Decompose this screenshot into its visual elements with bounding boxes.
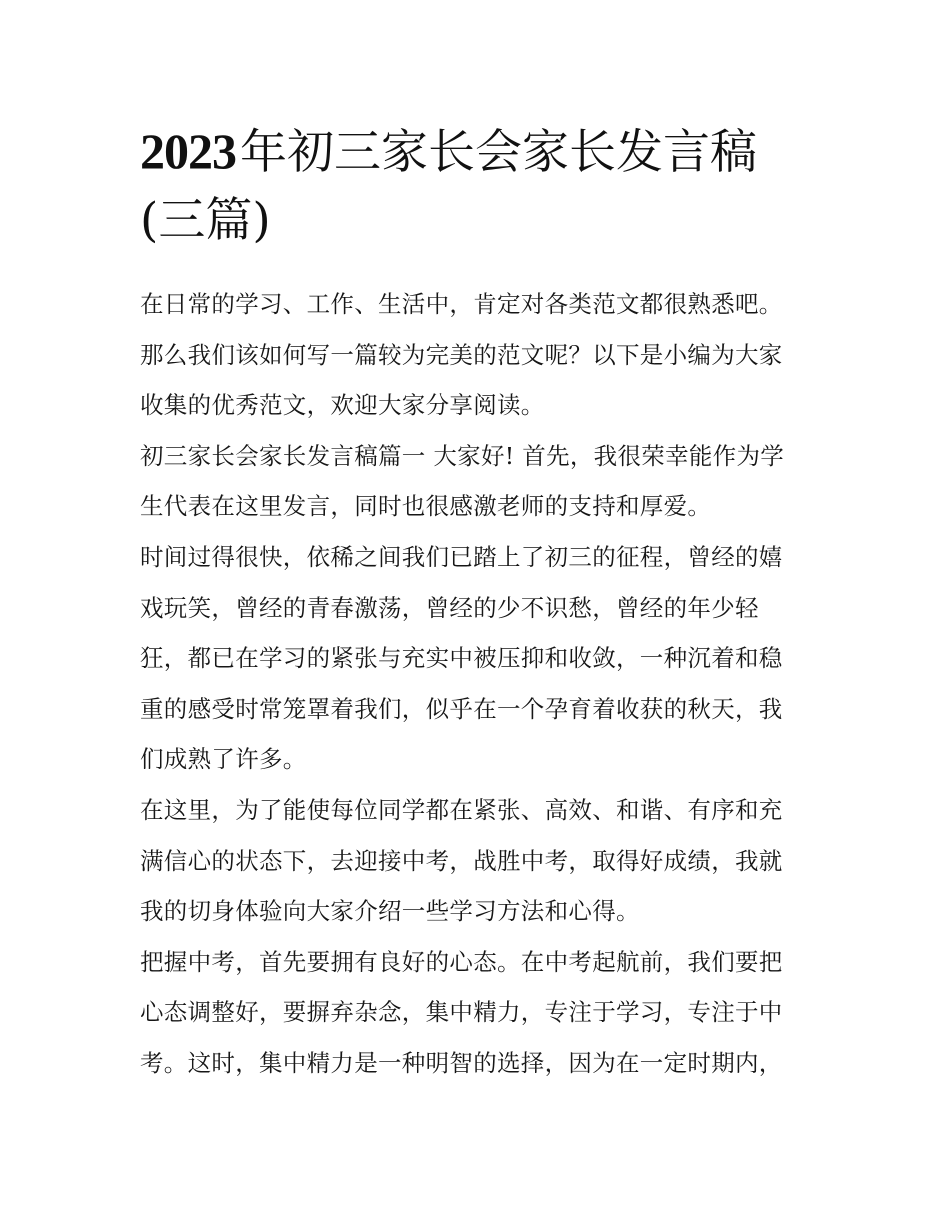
text-line: 我的切身体验向大家介绍一些学习方法和心得。 bbox=[140, 897, 640, 926]
paragraph-purpose bbox=[140, 785, 830, 937]
text-line: 在这里，为了能使每位同学都在紧张、高效、和谐、有序和充 bbox=[140, 795, 783, 824]
text-line: 心态调整好，要摒弃杂念，集中精力，专注于学习，专注于中 bbox=[140, 998, 783, 1027]
document-body bbox=[140, 279, 830, 1089]
text-line: 生代表在这里发言，同时也很感激老师的支持和厚爱。 bbox=[140, 492, 712, 521]
title-line-1 bbox=[140, 118, 820, 188]
document-title bbox=[140, 118, 820, 258]
text-line: 戏玩笑，曾经的青春激荡，曾经的少不识愁，曾经的年少轻 bbox=[140, 593, 759, 622]
text-line: 重的感受时常笼罩着我们，似乎在一个孕育着收获的秋天，我 bbox=[140, 694, 783, 723]
paragraph-time-passes bbox=[140, 532, 830, 785]
text-line: 那么我们该如何写一篇较为完美的范文呢？以下是小编为大家 bbox=[140, 340, 783, 369]
text-line: 把握中考，首先要拥有良好的心态。在中考起航前，我们要把 bbox=[140, 947, 783, 976]
text-line: 考。这时，集中精力是一种明智的选择，因为在一定时期内， bbox=[140, 1048, 783, 1077]
text-line: 狂，都已在学习的紧张与充实中被压抑和收敛，一种沉着和稳 bbox=[140, 644, 783, 673]
paragraph-speech-opening bbox=[140, 431, 830, 532]
paragraph-mindset bbox=[140, 937, 830, 1089]
text-line: 满信心的状态下，去迎接中考，战胜中考，取得好成绩，我就 bbox=[140, 846, 783, 875]
text-line: 在日常的学习、工作、生活中，肯定对各类范文都很熟悉吧。 bbox=[140, 290, 783, 318]
text-line: 收集的优秀范文，欢迎大家分享阅读。 bbox=[140, 391, 545, 420]
text-line: 时间过得很快，依稀之间我们已踏上了初三的征程，曾经的嬉 bbox=[140, 542, 783, 571]
title-line-2: (三篇) bbox=[140, 193, 271, 248]
text-line: 初三家长会家长发言稿篇一 大家好! 首先，我很荣幸能作为学 bbox=[140, 441, 785, 470]
title-year: 2023 bbox=[140, 123, 236, 179]
text-line: 们成熟了许多。 bbox=[140, 745, 307, 774]
paragraph-intro bbox=[140, 279, 830, 431]
title-text: 年初三家长会家长发言稿 bbox=[240, 125, 757, 180]
